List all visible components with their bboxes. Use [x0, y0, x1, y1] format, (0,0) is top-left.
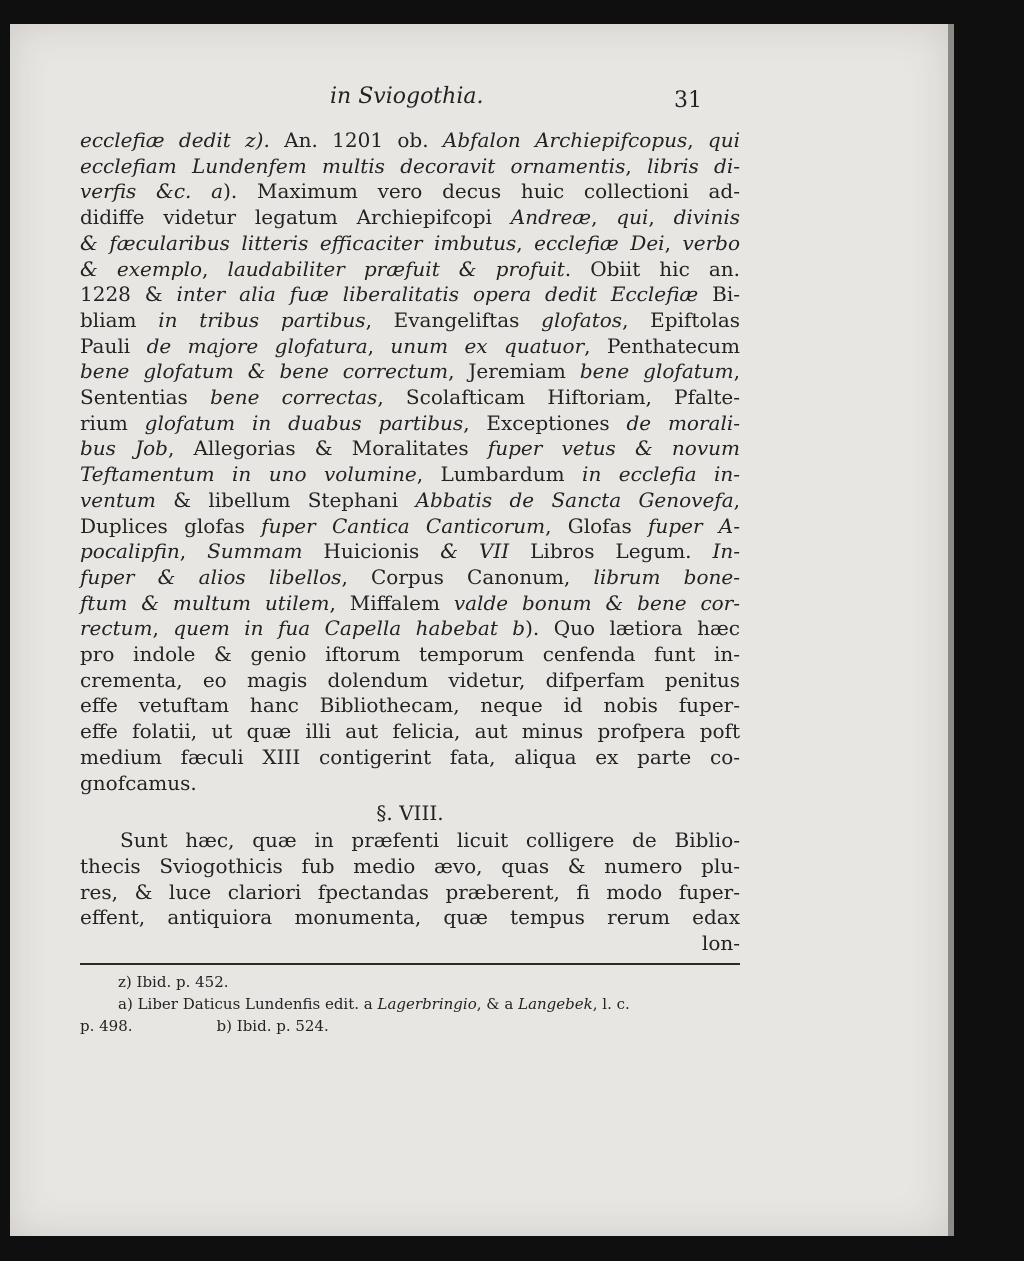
- paragraph-section-viii: [80, 828, 740, 957]
- page-edge-shadow: [948, 24, 954, 1236]
- text-line: bene glofatum & bene correctum, Jeremiam bene glofatum,: [80, 359, 740, 384]
- footnote-a-page: p. 498. b) Ibid. p. 524.: [80, 1016, 329, 1035]
- text-line: didiffe videtur legatum Archiepifcopi Andreæ, qui, divinis: [80, 205, 740, 230]
- text-line: ecclefiam Lundenfem multis decoravit ornamentis, libris di-: [80, 153, 741, 178]
- text-line: bliam in tribus partibus, Evangeliftas glofatos, Epiftolas: [80, 307, 741, 332]
- text-line: pocalipfin, Summam Huicionis & VII Libros Legum. In-: [80, 539, 741, 564]
- text-line: rium glofatum in duabus partibus, Exceptiones de morali-: [80, 410, 740, 435]
- text-line: Sunt hæc, quæ in præfenti licuit colligere de Biblio-: [120, 828, 740, 853]
- text-line: res, & luce clariori fpectandas præberent, fi modo fuper-: [80, 879, 740, 904]
- text-line: gnofcamus.: [80, 770, 197, 795]
- text-line: 1228 & inter alia fuæ liberalitatis opera dedit Ecclefiæ Bi-: [80, 282, 740, 307]
- footnote-z: z) Ibid. p. 452.: [118, 972, 229, 991]
- footnote-a: a) Liber Daticus Lundenfis edit. a Lagerbringio, & a Langebek, l. c.: [118, 994, 630, 1013]
- text-line: Duplices glofas fuper Cantica Canticorum, Glofas fuper A-: [80, 513, 740, 538]
- text-line: Teftamentum in uno volumine, Lumbardum in ecclefia in-: [80, 462, 741, 487]
- text-line: verfis &c. a). Maximum vero decus huic collectioni ad-: [80, 179, 740, 204]
- text-line: effe vetuftam hanc Bibliothecam, neque id nobis fuper-: [80, 693, 740, 718]
- page-number: 31: [674, 88, 702, 113]
- footnote-b: b) Ibid. p. 524.: [216, 1016, 329, 1035]
- text-line: Pauli de majore glofatura, unum ex quatuor, Penthatecum: [80, 333, 740, 358]
- footnotes: [80, 971, 740, 1037]
- text-line: bus Job, Allegorias & Moralitates fuper vetus & novum: [80, 436, 740, 461]
- text-line: crementa, eo magis dolendum videtur, difperfam penitus: [80, 667, 740, 692]
- section-heading: §. VIII.: [376, 801, 444, 826]
- text-line: Sententias bene correctas, Scolafticam Hiftoriam, Pfalte-: [80, 385, 740, 410]
- text-line: effe folatii, ut quæ illi aut felicia, aut minus profpera poft: [80, 719, 740, 744]
- text-line: & exemplo, laudabiliter præfuit & profuit. Obiit hic an.: [80, 256, 740, 281]
- text-line: rectum, quem in fua Capella habebat b). Quo lætiora hæc: [80, 616, 740, 641]
- text-line: pro indole & genio iftorum temporum cenfenda funt in-: [80, 642, 740, 667]
- text-line: ventum & libellum Stephani Abbatis de Sancta Genovefa,: [80, 487, 740, 512]
- page-header: [80, 84, 740, 128]
- running-title: in Sviogothia.: [330, 84, 484, 109]
- text-line: ecclefiæ dedit z). An. 1201 ob. Abfalon Archiepifcopus, qui: [80, 128, 740, 152]
- text-line: ftum & multum utilem, Miffalem valde bonum & bene cor-: [80, 590, 740, 615]
- catchword: lon-: [701, 931, 740, 956]
- text-line: effent, antiquiora monumenta, quæ tempus rerum edax: [80, 905, 740, 930]
- text-line: fuper & alios libellos, Corpus Canonum, librum bone-: [80, 564, 741, 589]
- text-line: & fæcularibus litteris efficaciter imbutus, ecclefiæ Dei, verbo: [80, 230, 741, 255]
- page-text: [80, 84, 740, 1037]
- footnote-rule: [80, 963, 740, 965]
- paragraph-bibliotheca: [80, 128, 740, 796]
- text-line: thecis Sviogothicis fub medio ævo, quas & numero plu-: [80, 853, 740, 878]
- text-line: medium fæculi XIII contigerint fata, aliqua ex parte co-: [80, 744, 740, 769]
